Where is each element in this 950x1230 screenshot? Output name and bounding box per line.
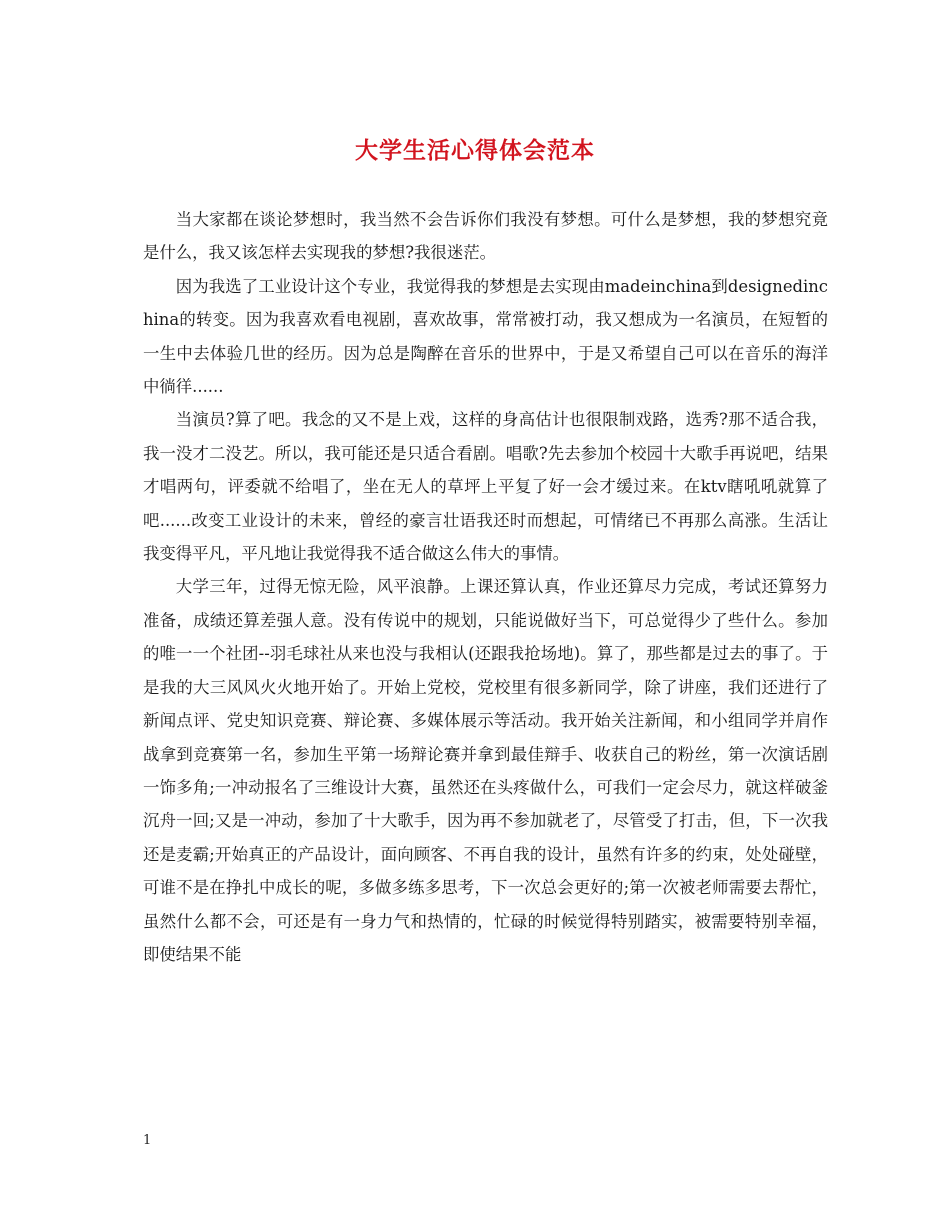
paragraph-1: 当大家都在谈论梦想时，我当然不会告诉你们我没有梦想。可什么是梦想，我的梦想究竟是什么，我又该怎样去实现我的梦想?我很迷茫。 <box>143 210 828 263</box>
page-number: 1 <box>143 1133 152 1148</box>
paragraph-4: 大学三年，过得无惊无险，风平浪静。上课还算认真，作业还算尽力完成，考试还算努力准备，成绩还算差强人意。没有传说中的规划，只能说做好当下，可总觉得少了些什么。参加的唯一一个社团--羽毛球社从来也没与我相认(还跟我抢场地)。算了，那些都是过去的事了。于是我的大三风风火火地开始了。开始上党校，党校里有很多新同学，除了讲座，我们还进行了新闻点评、党史知识竞赛、辩论赛、多媒体展示等活动。我开始关注新闻，和小组同学并肩作战拿到竞赛第一名，参加生平第一场辩论赛并拿到最佳辩手、收获自己的粉丝，第一次演话剧一饰多角;一冲动报名了三维设计大赛，虽然还在头疼做什么，可我们一定会尽力，就这样破釜沉舟一回;又是一冲动，参加了十大歌手，因为再不参加就老了，尽管受了打击，但，下一次我还是麦霸;开始真正的产品设计，面向顾客、不再自我的设计，虽然有许多的约束，处处碰壁，可谁不是在挣扎中成长的呢，多做多练多思考，下一次总会更好的;第一次被老师需要去帮忙，虽然什么都不会，可还是有一身力气和热情的，忙碌的时候觉得特别踏实，被需要特别幸福，即使结果不能 <box>143 577 828 964</box>
paragraph-2: 因为我选了工业设计这个专业，我觉得我的梦想是去实现由madeinchina到designedinchina的转变。因为我喜欢看电视剧，喜欢故事，常常被打动，我又想成为一名演员，在短暂的一生中去体验几世的经历。因为总是陶醉在音乐的世界中，于是又希望自己可以在音乐的海洋中徜徉...... <box>143 276 828 397</box>
paragraph-3: 当演员?算了吧。我念的又不是上戏，这样的身高估计也很限制戏路，选秀?那不适合我，我一没才二没艺。所以，我可能还是只适合看剧。唱歌?先去参加个校园十大歌手再说吧，结果才唱两句，评委就不给唱了，坐在无人的草坪上平复了好一会才缓过来。在ktv瞎吼吼就算了吧......改变工业设计的未来，曾经的豪言壮语我还时而想起，可情绪已不再那么高涨。生活让我变得平凡，平凡地让我觉得我不适合做这么伟大的事情。 <box>143 410 828 564</box>
document-body <box>143 203 828 971</box>
document-title: 大学生活心得体会范本 <box>355 137 595 164</box>
